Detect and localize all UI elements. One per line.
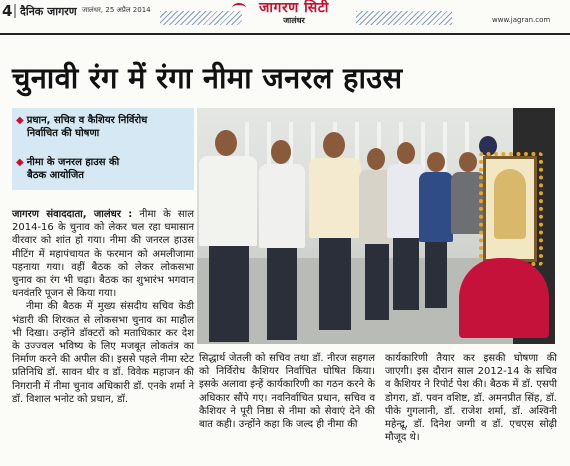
headline: चुनावी रंग में रंगा नीमा जनरल हाउस: [12, 61, 403, 95]
date-line: जालंधर, 25 अप्रैल 2014: [82, 6, 151, 14]
bullet-icon: ◆: [16, 157, 24, 168]
logo-swirl-icon: [232, 3, 246, 13]
news-photo: [197, 108, 555, 344]
paper-name: दैनिक जागरण: [20, 5, 77, 18]
photo-table: [459, 258, 549, 338]
masthead-stripes-right: [356, 11, 452, 25]
summary-item: ◆ प्रधान, सचिव व कैशियर निर्विरोध निर्वाचित की घोषणा: [16, 115, 148, 139]
masthead-rule: [0, 33, 570, 35]
photo-portrait-frame: [483, 156, 537, 262]
masthead-divider: [14, 4, 16, 18]
byline: जागरण संवाददाता, जालंधर :: [12, 209, 133, 220]
section-logo: [248, 0, 340, 30]
section-city: जालंधर: [283, 16, 305, 25]
website-url: www.jagran.com: [492, 16, 551, 24]
article-column-3: [385, 352, 557, 444]
bullet-icon: ◆: [16, 115, 24, 126]
masthead-stripes-left: [160, 11, 242, 25]
article-column-2: [199, 352, 375, 431]
summary-item: ◆ नीमा के जनरल हाउस की बैठक आयोजित: [16, 157, 120, 181]
article-paragraph: नीमा के साल 2014-16 के चुनाव को लेकर चल रहा घमासान वीरवार को शांत हो गया। नीमा की जनरल हाउस मीटिंग में महापंचायत के फरमान को अमलीजामा पहनाया गया। वहीं बैठक को लेकर लोकसभा चुनाव का रंग भी चढ़ा। बैठक का शुभारंभ भगवान धनवंतरि पूजन से किया गया।: [12, 209, 194, 300]
masthead: [0, 0, 570, 36]
article-paragraph: सिद्धार्थ जेतली को सचिव तथा डॉ. नीरज सहगल को निर्विरोध कैशियर निर्वाचित घोषित किया। इसके अलावा इन्हें कार्यकारिणी का गठन करने के अधिकार सौंपे गए। नवनिर्वाचित प्रधान, सचिव व कैशियर ने पूरी निष्ठा से नीमा को सेवाएं देने की बात कही। उन्होंने कहा कि जल्द ही नीमा की: [199, 353, 375, 431]
article-paragraph: कार्यकारिणी तैयार कर इसकी घोषणा की जाएगी। इस दौरान साल 2012-14 के सचिव व कैशियर ने रिपोर्ट पेश की। बैठक में डॉ. एसपी डोगरा, डॉ. पवन वशिष्ट, डॉ. अमनप्रीत सिंह, डॉ. पीके गुगलानी, डॉ. राजेश शर्मा, डॉ. अश्विनी महेन्द्रू, डॉ. दिनेश जग्गी व डॉ. एचएस सोढ़ी मौजूद थे।: [385, 353, 557, 444]
section-logo-text: जागरण सिटी: [259, 0, 329, 16]
article-column-1: [12, 208, 194, 406]
article-paragraph: नीमा की बैठक में मुख्य संसदीय सचिव केडी भंडारी की शिरकत से लोकसभा चुनाव का माहौल भी दिखा। उन्होंने डॉक्टरों को मताधिकार कर देश के उज्ज्वल भविष्य के लिए मजबूत लोकतंत्र का निर्माण करने की अपील की। इससे पहले नीमा स्टेट प्रतिनिधि डॉ. सावन धीर व डॉ. विवेक महाजन की निगरानी में नीमा चुनाव अधिकारी डॉ. एनके शर्मा ने डॉ. विशाल भनोट को प्रधान, डॉ.: [12, 301, 194, 405]
summary-box: [12, 108, 194, 190]
page-number: 4: [2, 2, 13, 20]
